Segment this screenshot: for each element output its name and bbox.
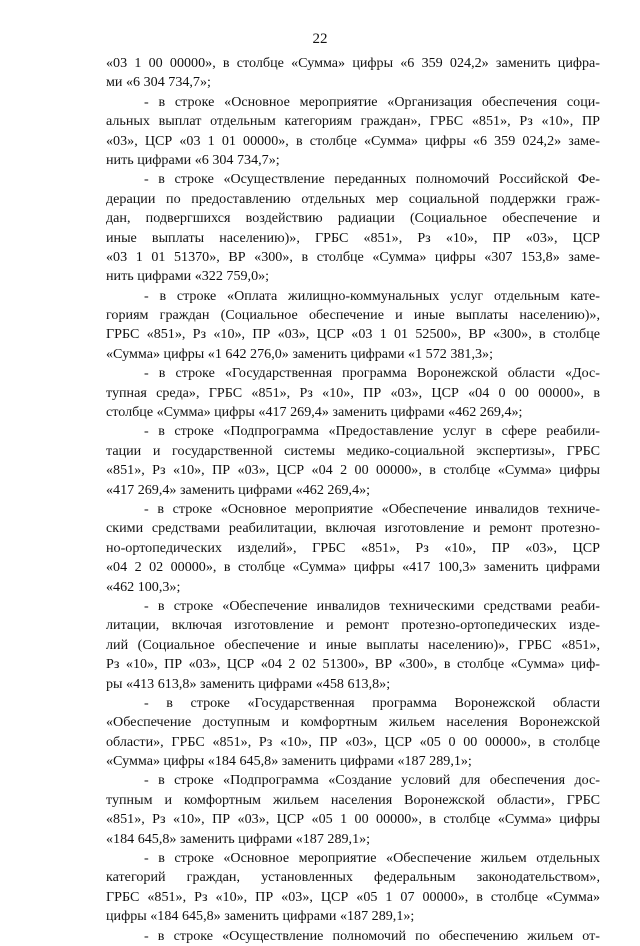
- text-line: «Сумма» цифры «1 642 276,0» заменить цифрами «1 572 381,3»;: [106, 345, 493, 362]
- text-line: иные выплаты населению)», ГРБС «851», Рз «10», ПР «03», ЦСР: [106, 229, 600, 246]
- text-line: но-ортопедических изделий», ГРБС «851», Рз «10», ПР «03», ЦСР: [106, 539, 600, 556]
- text-line: - в строке «Оплата жилищно-коммунальных услуг отдельным катe-: [144, 287, 600, 304]
- text-line: - в строке «Обеспечение инвалидов техническими средствами реаби-: [144, 597, 600, 614]
- text-line: ГРБС «851», Рз «10», ПР «03», ЦСР «03 1 01 52500», ВР «300», в столбце: [106, 326, 600, 343]
- text-line: лий (Социальное обеспечение и иные выплаты населению)», ГРБС «851»,: [106, 636, 600, 653]
- text-line: ры «413 613,8» заменить цифрами «458 613,8»;: [106, 675, 391, 692]
- text-line: «851», Рз «10», ПР «03», ЦСР «04 2 00 00000», в столбце «Сумма» цифры: [106, 462, 600, 479]
- text-line: тации и государственной системы медико-социальной экспертизы», ГРБС: [106, 442, 600, 459]
- text-line: - в строке «Основное мероприятие «Обеспечение жильем отдельных: [144, 850, 600, 867]
- text-line: цифры «184 645,8» заменить цифрами «187 289,1»;: [106, 908, 415, 925]
- text-line: тупным и комфортным жильем населения Воронежской области», ГРБС: [106, 791, 600, 808]
- text-line: - в строке «Осуществление переданных полномочий Российской Фе-: [144, 171, 600, 188]
- text-line: Рз «10», ПР «03», ЦСР «04 2 02 51300», ВР «300», в столбце «Сумма» циф-: [106, 656, 600, 673]
- text-line: - в строке «Государственная программа Воронежской области: [144, 694, 600, 711]
- text-line: скими средствами реабилитации, включая изготовление и ремонт протезно-: [106, 520, 600, 537]
- text-line: области», ГРБС «851», Рз «10», ПР «03», ЦСР «05 0 00 00000», в столбце: [106, 733, 600, 750]
- page-number: 22: [312, 31, 328, 47]
- text-line: гориям граждан (Социальное обеспечение и иные выплаты населению)»,: [106, 307, 600, 324]
- text-line: «Обеспечение доступным и комфортным жильем населения Воронежской: [106, 714, 600, 731]
- text-line: - в строке «Основное мероприятие «Организация обеспечения соци-: [144, 93, 600, 110]
- text-line: - в строке «Подпрограмма «Предоставление услуг в сфере реабили-: [144, 423, 600, 440]
- text-line: - в строке «Основное мероприятие «Обеспечение инвалидов техниче-: [144, 500, 600, 517]
- text-line: ГРБС «851», Рз «10», ПР «03», ЦСР «05 1 07 00000», в столбце «Сумма»: [106, 888, 600, 905]
- text-line: ми «6 304 734,7»;: [106, 74, 211, 91]
- text-line: - в строке «Подпрограмма «Создание условий для обеспечения дос-: [144, 772, 600, 789]
- text-line: категорий граждан, установленных федеральным законодательством»,: [106, 869, 600, 886]
- text-line: - в строке «Государственная программа Воронежской области «Дос-: [144, 365, 600, 382]
- body-text: [106, 54, 600, 946]
- text-line: литации, включая изготовление и ремонт протезно-ортопедических изде-: [106, 617, 600, 634]
- text-line: «03 1 00 00000», в столбце «Сумма» цифры «6 359 024,2» заменить цифра-: [106, 55, 600, 71]
- text-line: «851», Рз «10», ПР «03», ЦСР «05 1 00 00000», в столбце «Сумма» цифры: [106, 811, 600, 828]
- text-line: дерации по предоставлению отдельных мер социальной поддержки граж-: [106, 190, 600, 207]
- text-line: дан, подвергшихся воздействию радиации (Социальное обеспечение и: [106, 210, 600, 227]
- text-line: «184 645,8» заменить цифрами «187 289,1»;: [106, 830, 371, 847]
- text-line: «417 269,4» заменить цифрами «462 269,4»;: [106, 481, 371, 498]
- text-line: столбце «Сумма» цифры «417 269,4» заменить цифрами «462 269,4»;: [106, 404, 523, 421]
- text-line: «04 2 02 00000», в столбце «Сумма» цифры «417 100,3» заменить цифрами: [106, 559, 600, 576]
- text-line: «03 1 01 51370», ВР «300», в столбце «Сумма» цифры «307 153,8» заме-: [106, 248, 600, 265]
- text-line: альных выплат отдельным категориям граждан», ГРБС «851», Рз «10», ПР: [106, 113, 600, 130]
- text-line: - в строке «Осуществление полномочий по обеспечению жильем от-: [144, 927, 600, 944]
- text-line: нить цифрами «6 304 734,7»;: [106, 151, 280, 168]
- text-line: нить цифрами «322 759,0»;: [106, 268, 270, 285]
- text-line: «Сумма» цифры «184 645,8» заменить цифрами «187 289,1»;: [106, 753, 472, 770]
- text-line: «462 100,3»;: [106, 578, 181, 595]
- text-line: тупная среда», ГРБС «851», Рз «10», ПР «03», ЦСР «04 0 00 00000», в: [106, 384, 600, 401]
- text-line: «03», ЦСР «03 1 01 00000», в столбце «Сумма» цифры «6 359 024,2» заме-: [106, 132, 600, 149]
